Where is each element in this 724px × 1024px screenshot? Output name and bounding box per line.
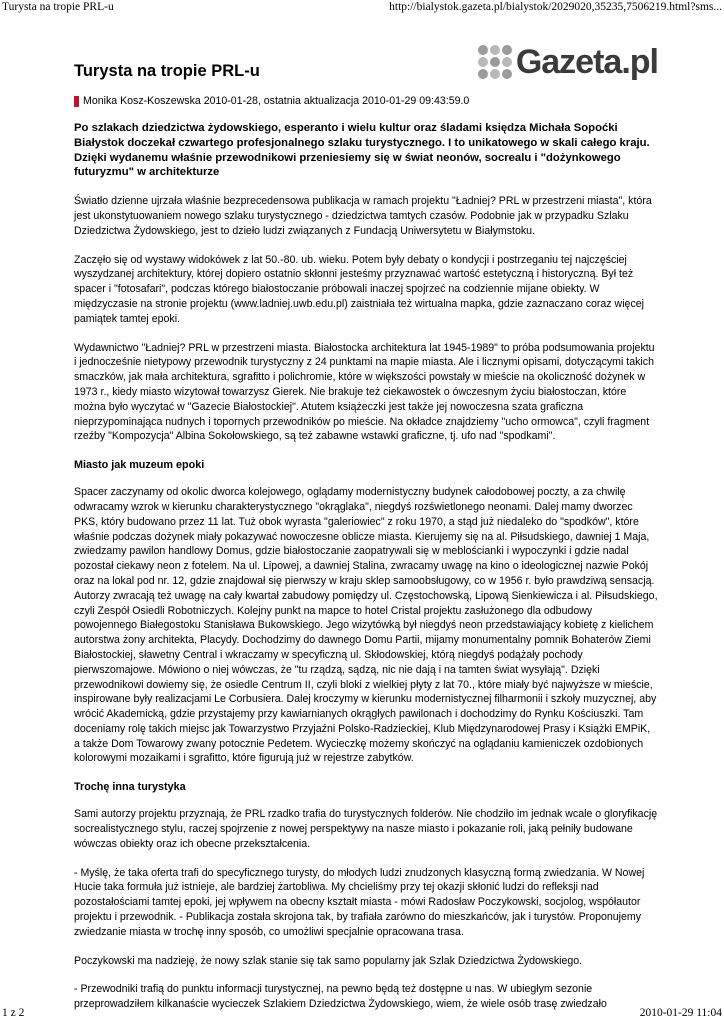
paragraph-4: Spacer zaczynamy od okolic dworca kolejowego, oglądamy modernistyczny budynek całodobowej poczty, a za chwilę odwracamy wzrok w kierunku charakterystycznego "okrąglaka", niegdyś rozświetlonego neonami. Dalej mamy dworzec PKS, który budowano przez 11 lat. Tuż obok wyrasta "galeriowiec" z roku 1970, a stąd już niedaleko do "spodków", które właśnie podczas dożynek miały pokazywać nowoczesne oblicze miasta. Kierujemy się na al. Piłsudskiego, dawniej 1 Maja, zwiedzamy pawilon handlowy Domus, gdzie białostoczanie zaopatrywali się w meblościanki i wypoczynki i gdzie nadal pozostał ciekawy neon z fotelem. Na ul. Lipowej, a dawniej Stalina, zwracamy uwagę na kino o ideologicznej nazwie Pokój oraz na lokal pod nr. 12, gdzie znajdował się pierwszy w kraju sklep samoobsługowy, co w 1956 r. było prawdziwą sensacją. Autorzy zwracają też uwagę na cały kwartał zabudowy pomiędzy ul. Częstochowską, Lipową Sienkiewicza i al. Piłsudskiego, czyli Zespół Osiedli Robotniczych. Kolejny punkt na mapce to hotel Cristal projektu zasłużonego dla odbudowy powojennego Białegostoku Stanisława Bukowskiego. Jego wizytówką był niegdyś neon przedstawiający kobietę z kielichem autorstwa żony architekta, Placydy. Dochodzimy do dawnego Domu Partii, mijamy monumentalny pomnik Bohaterów Ziemi Białostockiej, sławetny Central i wkraczamy w specyficzną ul. Skłodowskiej, którą niegdyś podążały pochody pierwszomajowe. Mówiono o niej wówczas, że "tu rządzą, sądzą, nic nie dają i na tamten świat wysyłają". Dzięki przewodnikowi dowiemy się, że osiedle Centrum II, czyli bloki z wielkiej płyty z lat 70., które miały być najwyższe w mieście, inspirowane były realizacjami Le Corbusiera. Dalej kroczymy w kierunku modernistycznej filharmonii i szkoły muzycznej, aby wrócić Akademicką, gdzie przystajemy przy kawiarnianych okrągłych pawilonach i dochodzimy do Rynku Kościuszki. Tam doceniamy rolę takich miejsc jak Towarzystwo Przyjaźni Polsko-Radzieckiej, Klub Międzynarodowej Prasy i Książki EMPiK, a także Dom Towarowy zwany potocznie Pedetem. Wycieczkę możemy skończyć na oglądaniu kamieniczek ozdobionych kolorowymi mozaikami i sgrafitto, które figurują już w rejestrze zabytków. xyxy=(74,486,658,765)
byline-marker-icon xyxy=(74,96,79,107)
paragraph-3: Wydawnictwo "Ładniej? PRL w przestrzeni miasta. Białostocka architektura lat 1945-1989" to próba podsumowania projektu i jednocześnie nietypowy przewodnik turystyczny z 24 punktami na mapie miasta. Ale i licznymi opisami, dotyczącymi takich smaczków, jak mała architektura, sgrafitto i polichromie, które w większości powstały w mieście na okoliczność dożynek w 1973 r., kiedy miasto wizytował towarzysz Gierek. Nie brakuje też ciekawostek o ówczesnym życiu białostoczan, które można było wyczytać w "Gazecie Białostockiej". Atutem książeczki jest także jej nowoczesna szata graficzna nieprzypominająca nudnych i topornych przewodników po mieście. Na okładce znajdziemy "ucho ormowca", czyli fragment rzeźby "Kompozycja" Albina Sokołowskiego, są też zabawne wstawki graficzne, tj. ufo nad "spodkami". xyxy=(74,341,655,443)
print-header-url: http://bialystok.gazeta.pl/bialystok/2029020,35235,7506219.html?sms... xyxy=(389,1,722,13)
paragraph-7: Poczykowski ma nadzieję, że nowy szlak stanie się tak samo popularny jak Szlak Dziedzictwa Żydowskiego. xyxy=(74,954,583,967)
article xyxy=(74,40,658,1012)
gazeta-logo xyxy=(478,44,658,80)
article-title: Turysta na tropie PRL-u xyxy=(74,62,260,80)
paragraph-8: - Przewodniki trafią do punktu informacji turystycznej, na pewno będą też dostępne u nas. W ubiegłym sezonie przeprowadziłem kilkanaście wycieczek Szlakiem Dziedzictwa Żydowskiego, wiem, że wiele osób trasę zwiedzało xyxy=(74,983,607,1011)
paragraph-2: Zaczęło się od wystawy widokówek z lat 50.-80. ub. wieku. Potem były debaty o kondycji i postrzeganiu tej najczęściej wyszydzanej architektury, której dopiero ostatnio skłonni jesteśmy przyznawać wartość estetyczną i historyczną. Był też spacer i "fotosafari", podczas którego białostoczanie próbowali inaczej spojrzeć na codziennie mijane obiekty. W międzyczasie na stronie projektu (www.ladniej.uwb.edu.pl) zaistniała też wirtualna mapka, gdzie zaznaczano coraz więcej pamiątek tamtej epoki. xyxy=(74,253,644,325)
paragraph-5: Sami autorzy projektu przyznają, że PRL rzadko trafia do turystycznych folderów. Nie chodziło im jednak wcale o gloryfikację socrealistycznego stylu, raczej spojrzenie z nowej perspektywy na nasze miasto i pokazanie roli, jaką pełniły budowane wówczas obiekty oraz ich obecne przekształcenia. xyxy=(74,808,658,850)
byline xyxy=(74,95,658,107)
print-footer-page: 1 z 2 xyxy=(2,1007,25,1019)
dots-grid-icon xyxy=(478,45,512,79)
logo-text: Gazeta.pl xyxy=(515,43,658,81)
article-lead: Po szlakach dziedzictwa żydowskiego, esperanto i wielu kultur oraz śladami księdza Michała Sopoćki Białystok doczekał czwartego profesjonalnego szlaku turystycznego. I to unikatowego w skali całego kraju. Dzięki wydanemu właśnie przewodnikowi przeniesiemy się w świat neonów, socrealu i "dożynkowego futuryzmu" w architekturze xyxy=(74,122,650,179)
subheading-2: Trochę inna turystyka xyxy=(74,781,186,794)
subheading-1: Miasto jak muzeum epoki xyxy=(74,459,205,472)
header-row xyxy=(74,40,658,86)
byline-text: Monika Kosz-Koszewska 2010-01-28, ostatnia aktualizacja 2010-01-29 09:43:59.0 xyxy=(83,95,470,107)
print-footer-date: 2010-01-29 11:04 xyxy=(639,1007,722,1019)
paragraph-1: Światło dzienne ujrzała właśnie bezprecedensowa publikacja w ramach projektu "Ładniej? PRL w przestrzeni miasta", która jest ukonstytuowaniem nowego szlaku turystycznego - dziedzictwa tamtych czasów. Podobnie jak w przypadku Szlaku Dziedzictwa Żydowskiego, jest to dzieło ludzi związanych z Fundacją Uniwersytetu w Białymstoku. xyxy=(74,195,652,237)
print-header-title: Turysta na tropie PRL-u xyxy=(2,1,114,13)
paragraph-6: - Myślę, że taka oferta trafi do specyficznego turysty, do młodych ludzi znudzonych klasyczną formą zwiedzania. W Nowej Hucie taka formuła już istnieje, ale bardziej żartobliwa. My chcieliśmy przy tej okazji skłonić ludzi do refleksji nad pozostałościami tamtej epoki, jej wpływem na obecny kształt miasta - mówi Radosław Poczykowski, socjolog, współautor projektu i przewodnik. - Publikacja została skrojona tak, by trafiała zarówno do mieszkańców, jak i turystów. Proponujemy zwiedzanie miasta w trochę inny sposób, co umożliwi specjalnie opracowana trasa. xyxy=(74,866,645,938)
